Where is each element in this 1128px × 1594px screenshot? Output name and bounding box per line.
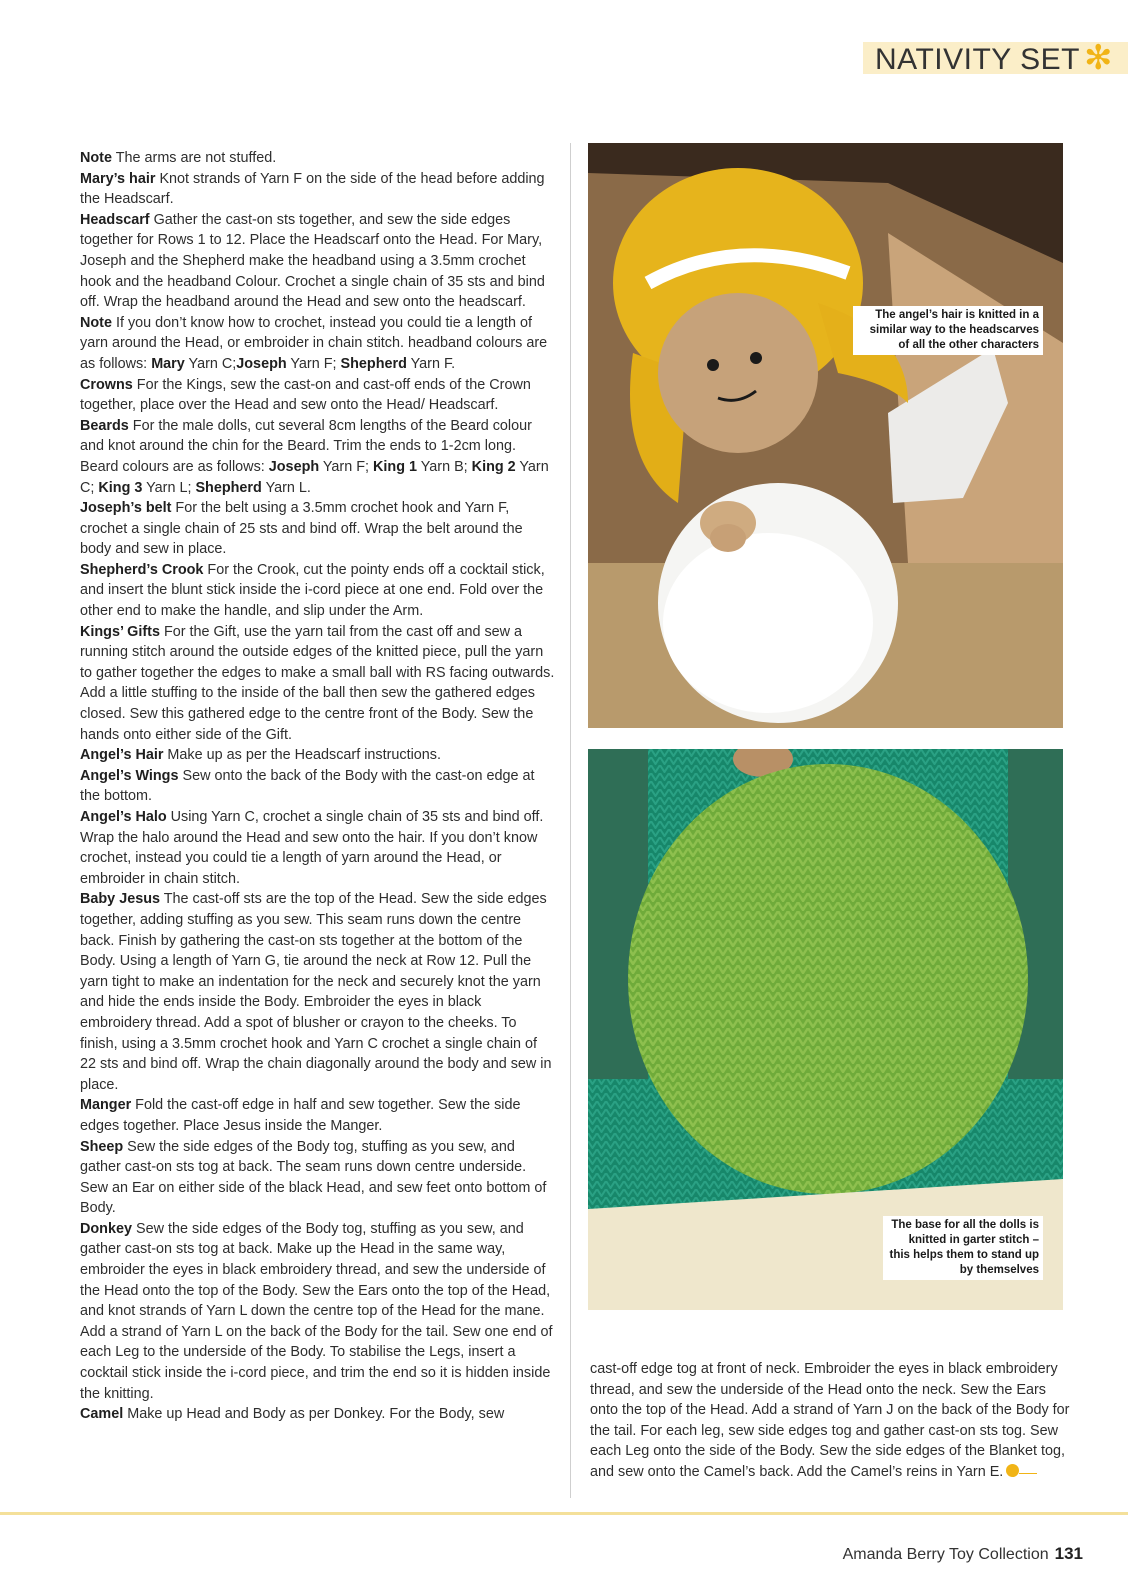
colour-label: King 2 — [471, 458, 516, 475]
colour-value: Yarn F; — [286, 355, 337, 372]
paragraph-text: For the Crook, cut the pointy ends off a cocktail stick, and insert the blunt stick inside the i-cord piece at one end. Fold over the other end to make the handle, and slip under the Arm. — [80, 561, 545, 620]
photo-green-base — [588, 749, 1063, 1310]
paragraph-text: Knot strands of Yarn F on the side of the head before adding the Headscarf. — [80, 170, 545, 208]
paragraph-text: For the Gift, use the yarn tail from the cast off and sew a running stitch around the outside edges of the knitted piece, pull the yarn to gather together the edges to make a small ball with RS facing outwards. Add a little stuffing to the inside of the ball then sew the gathered edges closed. Sew this gathered edge to the centre front of the Body. Sew the hands onto either side of the Gift. — [80, 623, 555, 743]
paragraph-text: Make up Head and Body as per Donkey. For the Body, sew — [123, 1406, 505, 1423]
colour-label: Joseph — [268, 458, 320, 475]
term-label: Donkey — [80, 1220, 132, 1237]
colour-value: Yarn L; — [142, 479, 196, 496]
paragraph-text: Make up as per the Headscarf instructions. — [163, 747, 441, 764]
term-label: Kings’ Gifts — [80, 623, 160, 640]
colour-value: Yarn B; — [417, 458, 472, 475]
paragraph-text: cast-off edge tog at front of neck. Embroider the eyes in black embroidery thread, and sew the underside of the Head onto the neck. Sew the Ears onto the top of the Head. Add a strand of Yarn J on the back of the Body for the tail. For each leg, sew side edges tog and gather cast-on sts tog. Sew each Leg onto the side of the Body. Sew the side edges of the Blanket tog, and sew onto the Camel’s back. Add the Camel’s reins in Yarn E. — [590, 1361, 1070, 1480]
section-title-text: NATIVITY SET — [875, 43, 1080, 76]
term-label: Note — [80, 150, 112, 166]
paragraph-text: Fold the cast-off edge in half and sew together. Sew the side edges together. Place Jesus inside the Manger. — [80, 1097, 521, 1134]
photo-caption-top: The angel’s hair is knitted in a similar way to the headscarves of all the other characters — [853, 306, 1043, 355]
term-label: Headscarf — [80, 211, 150, 228]
paragraph-sheep — [80, 1137, 555, 1219]
colour-value: Yarn L. — [261, 479, 311, 496]
paragraph-text: Sew the side edges of the Body tog, stuffing as you sew, and gather cast-on sts tog at back. The seam runs down centre underside. Sew an Ear on either side of the black Head, and sew feet onto bottom of Body. — [80, 1138, 547, 1217]
term-label: Joseph’s belt — [80, 500, 172, 517]
colour-label: Shepherd — [195, 479, 262, 496]
term-label: Shepherd’s Crook — [80, 561, 204, 578]
paragraph-text: For the belt using a 3.5mm crochet hook and Yarn F, crochet a single chain of 25 sts and bind off. Wrap the belt around the body and sew in place. — [80, 500, 523, 558]
paragraph-angels-wings — [80, 766, 555, 807]
colour-value: Yarn F. — [406, 355, 456, 372]
paragraph-text: The arms are not stuffed. — [111, 150, 277, 166]
footer-rule — [0, 1512, 1128, 1515]
term-label: Camel — [80, 1406, 124, 1423]
term-label: Mary’s hair — [80, 170, 156, 187]
paragraph-marys-hair — [80, 169, 555, 210]
photo-angel-doll — [588, 143, 1063, 728]
colour-value: Yarn C; — [184, 355, 237, 372]
angel-doll-illustration — [588, 143, 1063, 728]
paragraph-donkey — [80, 1219, 555, 1404]
colour-label: Joseph — [236, 355, 287, 372]
paragraph-text: For the Kings, sew the cast-on and cast-off ends of the Crown together, place over the Head and sew onto the Head/ Headscarf. — [80, 376, 531, 414]
paragraph-text: Sew the side edges of the Body tog, stuffing as you sew, and gather cast-on sts tog at back. Make up the Head in the same way, embroider the eyes in black embroidery thread, and sew the underside of the Head onto the top of the Body. Sew the Ears onto the top of the Head, and knot strands of Yarn L down the centre top of the Head for the mane. Add a strand of Yarn L on the back of the Body for the tail. Sew one end of each Leg to the underside of the Body. To stabilise the Legs, insert a cocktail stick inside the i-cord piece, and trim the end so it is hidden inside the knitting. — [80, 1220, 553, 1402]
term-label: Angel’s Halo — [80, 809, 167, 825]
colour-value: Yarn F; — [319, 458, 374, 475]
term-label: Beards — [80, 417, 129, 434]
paragraph-text: For the male dolls, cut several 8cm lengths of the Beard colour and knot around the chin for the Beard. Trim the ends to 1-2cm long. Beard colours are as follows: — [80, 417, 532, 475]
term-label: Baby Jesus — [80, 891, 160, 908]
colour-label: King 1 — [373, 458, 417, 475]
term-label: Note — [80, 314, 112, 331]
paragraph-crowns — [80, 375, 555, 416]
end-of-article-dot-icon — [1006, 1464, 1019, 1477]
term-label: Manger — [80, 1097, 132, 1114]
colour-value: Yarn C; — [80, 458, 549, 496]
page-section-title — [875, 40, 1113, 78]
paragraph-note-crochet — [80, 313, 555, 375]
paragraph-kings-gifts — [80, 622, 555, 746]
photo-caption-bottom: The base for all the dolls is knitted in garter stitch – this helps them to stand up by themselves — [883, 1216, 1043, 1280]
paragraph-manger — [80, 1095, 555, 1136]
paragraph-note-arms — [80, 148, 555, 169]
asterisk-flower-icon: ✻ — [1083, 39, 1113, 77]
term-label: Sheep — [80, 1138, 124, 1155]
end-rule — [1019, 1473, 1037, 1474]
paragraph-angels-hair — [80, 745, 555, 766]
paragraph-text: If you don’t know how to crochet, instead you could tie a length of yarn around the Head, or embroider in chain stitch. headband colours are as follows: — [80, 314, 548, 372]
term-label: Angel’s Hair — [80, 747, 164, 764]
column-divider — [570, 143, 571, 1498]
left-text-column — [80, 148, 555, 1425]
paragraph-camel — [80, 1404, 555, 1425]
paragraph-text: The cast-off sts are the top of the Head. Sew the side edges together, adding stuffing as you sew. This seam runs down the centre back. Finish by gathering the cast-on sts together at the bottom of the Body. Using a length of Yarn G, tie around the neck at Row 12. Pull the yarn tight to make an indentation for the neck and securely knot the yarn and hide the ends inside the Body. Embroider the eyes in black embroidery thread. Add a spot of blusher or crayon to the cheeks. To finish, using a 3.5mm crochet hook and Yarn C crochet a single chain of 22 sts and bind off. Wrap the chain diagonally around the body and sew in place. — [80, 891, 552, 1093]
paragraph-text: Sew onto the back of the Body with the cast-on edge at the bottom. — [80, 767, 535, 805]
publication-name: Amanda Berry Toy Collection — [842, 1546, 1049, 1563]
paragraph-shepherds-crook — [80, 560, 555, 622]
colour-label: Shepherd — [340, 355, 407, 372]
page-footer — [843, 1544, 1083, 1564]
paragraph-text: Gather the cast-on sts together, and sew the side edges together for Rows 1 to 12. Place the Headscarf onto the Head. For Mary, Joseph and the Shepherd make the headband using a 3.5mm crochet hook and the headband Colour. Crochet a single chain of 35 sts and bind off. Wrap the headband around the Head and sew onto the headscarf. — [80, 211, 545, 311]
paragraph-angels-halo — [80, 807, 555, 889]
right-text-column — [590, 1359, 1070, 1483]
colour-label: Mary — [151, 355, 185, 372]
paragraph-josephs-belt — [80, 498, 555, 560]
paragraph-text: Using Yarn C, crochet a single chain of 35 sts and bind off. Wrap the halo around the Head and sew onto the hair. If you don’t know crochet, instead you could tie a length of yarn around the Head, or embroider in chain stitch. — [80, 809, 544, 887]
paragraph-headscarf — [80, 210, 555, 313]
page-number: 131 — [1054, 1544, 1083, 1563]
colour-label: King 3 — [98, 479, 143, 496]
paragraph-baby-jesus — [80, 889, 555, 1095]
paragraph-beards — [80, 416, 555, 498]
paragraph-camel-continued — [590, 1359, 1070, 1483]
term-label: Angel’s Wings — [80, 767, 179, 784]
term-label: Crowns — [80, 376, 133, 393]
